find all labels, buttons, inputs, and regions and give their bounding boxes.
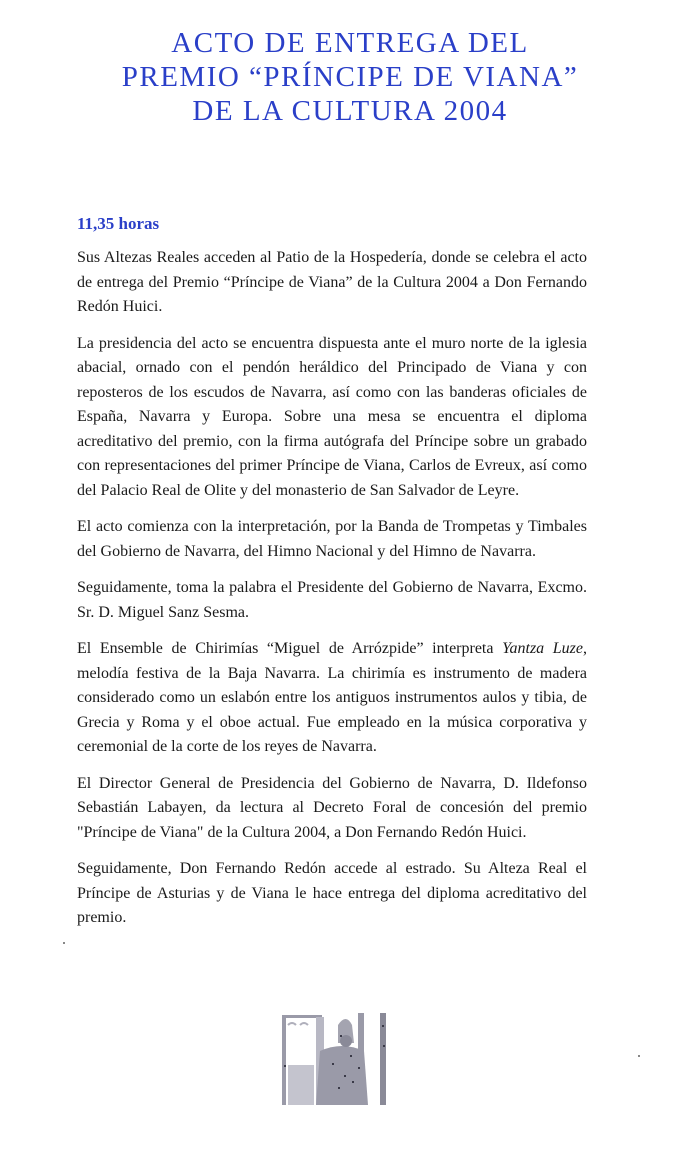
paragraph: El Director General de Presidencia del Gobierno de Navarra, D. Ildefonso Sebastián Labayen, da lectura al Decreto Foral de concesión del premio "Príncipe de Viana" de la Cultura 2004, a Don Fernando Redón Huici.	[77, 774, 587, 841]
scan-speck	[63, 942, 65, 944]
paragraph: Seguidamente, toma la palabra el Presidente del Gobierno de Navarra, Excmo. Sr. D. Miguel Sanz Sesma.	[77, 579, 587, 621]
paragraph-text: , melodía festiva de la Baja Navarra. La chirimía es instrumento de madera considerado como un eslabón entre los antiguos instrumentos aulos y tibia, de Grecia y Roma y el oboe actual. Fue empleado en la música corporativa y ceremonial de la corte de los reyes de Navarra.	[77, 640, 587, 755]
music-title: Yantza Luze	[502, 640, 583, 657]
engraving-illustration-icon	[280, 1005, 390, 1105]
title-line-1: ACTO DE ENTREGA DEL	[171, 27, 529, 59]
document-title	[0, 26, 700, 128]
time-heading: 11,35 horas	[77, 214, 160, 233]
paragraph: El acto comienza con la interpretación, por la Banda de Trompetas y Timbales del Gobierno de Navarra, del Himno Nacional y del Himno de Navarra.	[77, 518, 587, 560]
document-body	[77, 246, 587, 943]
paragraph: Sus Altezas Reales acceden al Patio de la Hospedería, donde se celebra el acto de entrega del Premio “Príncipe de Viana” de la Cultura 2004 a Don Fernando Redón Huici.	[77, 249, 587, 315]
paragraph: Seguidamente, Don Fernando Redón accede al estrado. Su Alteza Real el Príncipe de Asturias y de Viana le hace entrega del diploma acreditativo del premio.	[77, 860, 587, 926]
paragraph	[77, 637, 587, 760]
scan-speck	[638, 1055, 640, 1057]
paragraph: La presidencia del acto se encuentra dispuesta ante el muro norte de la iglesia abacial, ornado con el pendón heráldico del Principado de Viana y con reposteros de los escudos de Navarra, así como con las banderas oficiales de España, Navarra y Europa. Sobre una mesa se encuentra el diploma acreditativo del premio, con la firma autógrafa del Príncipe sobre un grabado con representaciones del primer Príncipe de Viana, Carlos de Evreux, así como del Palacio Real de Olite y del monasterio de San Salvador de Leyre.	[77, 334, 587, 499]
title-line-2: PREMIO “PRÍNCIPE DE VIANA”	[121, 61, 579, 93]
paragraph-text: El Ensemble de Chirimías “Miguel de Arrózpide” interpreta	[77, 640, 503, 657]
title-line-3: DE LA CULTURA 2004	[192, 95, 508, 127]
